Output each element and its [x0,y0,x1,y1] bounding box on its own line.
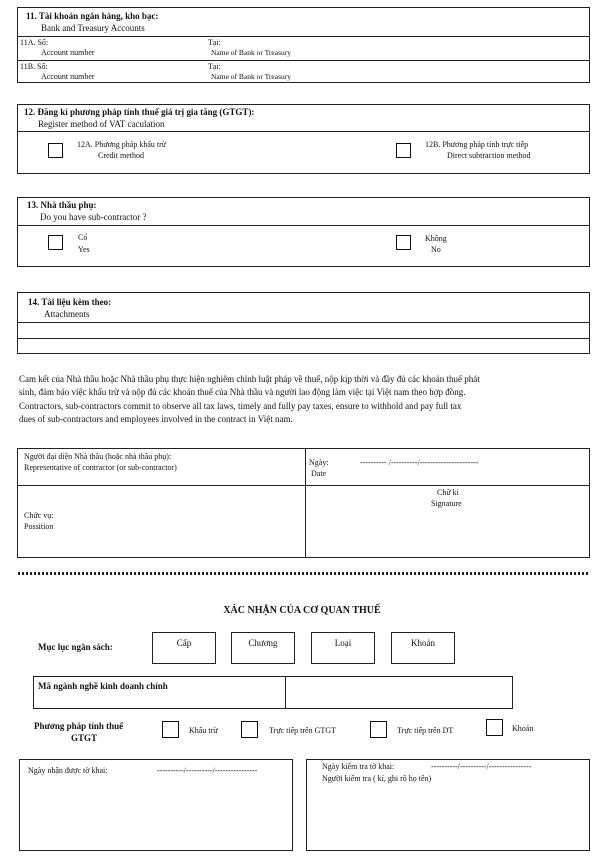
bank-11b-label: Tại: [208,62,221,71]
received-date-label: Ngày nhận được tờ khai: [28,766,108,775]
vat-credit-label: Khấu trừ [189,726,218,735]
vat-lump-sum-checkbox[interactable] [486,719,503,736]
budget-box-chapter-label: Chương [248,638,278,648]
vat-lump-sum-label: Khoán [512,724,534,733]
budget-box-type[interactable] [311,632,375,664]
subcontractor-yes-sub: Yes [78,245,90,254]
signature-label: Chữ kí [437,488,459,497]
vat-direct-revenue-checkbox[interactable] [370,721,387,738]
vat-direct-gtgt-checkbox[interactable] [241,721,258,738]
vat-direct-revenue-label: Trực tiếp trên DT [397,726,454,735]
vat-method-label-2: GTGT [71,733,98,743]
account-11b-sub: Account number [41,72,95,81]
account-11b-label: 11B. Số: [20,62,48,71]
date-field[interactable]: ---------- /----------/---------------------- [360,458,479,467]
received-date-field[interactable]: ----------/----------/---------------- [157,766,258,775]
account-11a-sub: Account number [41,48,95,57]
checker-label: Người kiểm tra ( kí, ghi rõ họ tên) [322,774,432,783]
checked-date-field[interactable]: ----------/----------/---------------- [431,762,532,771]
industry-code-label: Mã ngành nghề kinh doanh chính [38,681,168,691]
asterisk-separator [18,572,590,575]
direct-method-sub: Direct subtraction method [447,151,531,160]
representative-label: Người đại diện Nhà thầu (hoặc nhà thầu phụ): [24,452,172,461]
industry-code-field[interactable] [286,677,512,708]
vat-method-label: Phương pháp tính thuế [34,721,124,731]
date-label: Ngày: [309,458,329,467]
date-sub: Date [311,469,327,478]
representative-sub: Representative of contractor (or sub-contractor) [24,463,177,472]
credit-method-sub: Credit method [98,151,144,160]
checked-date-box [306,759,590,851]
commitment-vi-line-2: sinh, đảm bảo việc khấu trừ và nộp đủ các khoản thuế của Nhà thầu và người lao động làm việc tại Việt nam theo hợp đồng. [19,387,466,397]
bank-11b-sub: Name of Bank or Treasury [211,72,291,81]
attachment-line-2[interactable] [18,339,589,353]
account-11a-label: 11A. Số: [20,38,49,47]
bank-11a-sub: Name of Bank or Treasury [211,48,291,57]
vat-credit-checkbox[interactable] [162,721,179,738]
commitment-en-line-1: Contractors, sub-contractors commit to observe all tax laws, timely and fully pay taxes, ensure to withhold and pay full tax [19,401,462,411]
attachment-line-1[interactable] [18,323,589,337]
budget-box-item[interactable] [391,632,455,664]
subcontractor-yes-label: Có [78,233,88,242]
position-label: Chức vụ: [24,511,54,520]
section-12-subtitle: Register method of VAT caculation [38,119,165,129]
section-14-title: 14. Tài liệu kèm theo: [28,297,112,307]
position-sub: Possition [24,522,54,531]
direct-method-label: 12B. Phương pháp tính trực tiếp [425,140,529,149]
subcontractor-no-label: Không [425,234,447,243]
vat-direct-gtgt-label: Trực tiếp trên GTGT [269,726,336,735]
section-12-title: 12. Đăng kí phương pháp tính thuế giá trị gia tăng (GTGT): [24,107,255,117]
budget-box-level-label: Cấp [176,638,192,648]
section-11-subtitle: Bank and Treasury Accounts [41,23,145,33]
section-13-box [17,197,590,267]
credit-method-label: 12A. Phương pháp khấu trừ [77,140,167,149]
signature-sub: Signature [431,499,462,508]
commitment-en-line-2: dues of sub-contractors and employees involved in the contract in Việt nam. [19,414,293,424]
direct-method-checkbox[interactable] [396,143,411,158]
credit-method-checkbox[interactable] [48,143,63,158]
commitment-vi-line-1: Cam kết của Nhà thầu hoặc Nhà thầu phụ thực hiện nghiêm chỉnh luật pháp về thuế, nộp kịp thời và đầy đủ các khoản thuế phát [19,374,480,384]
section-13-subtitle: Do you have sub-contractor ? [40,212,147,222]
section-14-subtitle: Attachments [44,309,90,319]
checked-date-label: Ngày kiểm tra tờ khai: [322,762,395,771]
budget-index-label: Mục lục ngân sách: [38,642,113,652]
subcontractor-no-sub: No [431,245,441,254]
subcontractor-yes-checkbox[interactable] [48,235,63,250]
section-11-title: 11. Tài khoản ngân hàng, kho bạc: [26,11,159,21]
subcontractor-no-checkbox[interactable] [396,235,411,250]
budget-box-chapter[interactable] [231,632,295,664]
section-13-title: 13. Nhà thầu phụ: [27,200,97,210]
bank-11a-label: Tại: [208,38,221,47]
budget-box-item-label: Khoản [411,638,435,648]
budget-box-type-label: Loại [334,638,352,648]
tax-confirmation-heading: XÁC NHẬN CỦA CƠ QUAN THUẾ [223,605,381,616]
budget-box-level[interactable] [152,632,216,664]
